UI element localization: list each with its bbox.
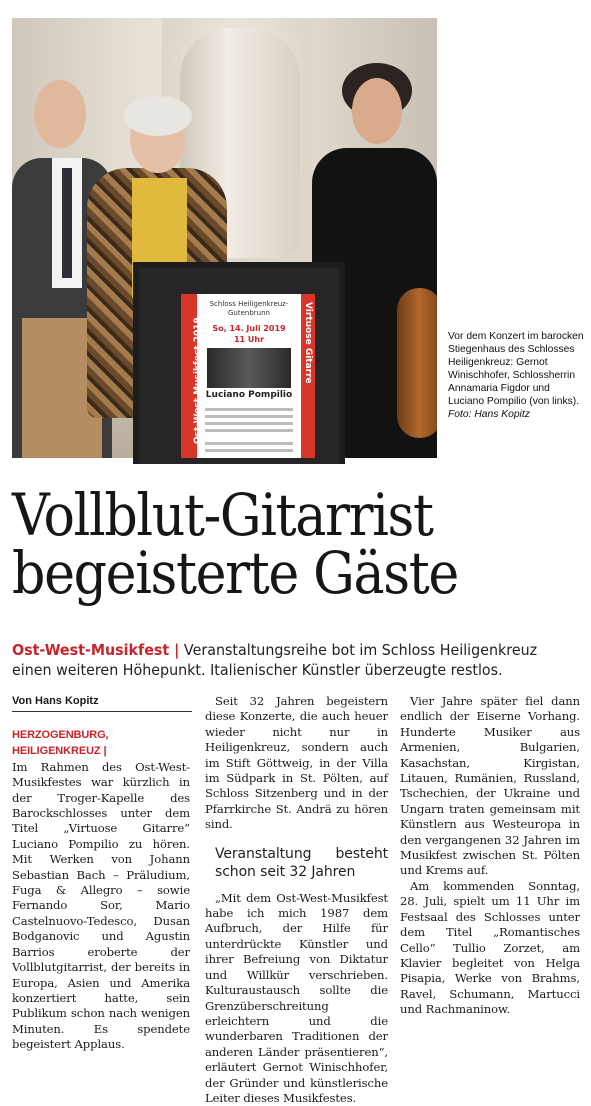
- paragraph-2: Seit 32 Jahren begeistern diese Konzerte, die auch heuer wieder nicht nur in Heiligenkreuz, sondern auch im Stift Göttweig, in der Villa im Südpark in St. Pölten, auf Schloss Sitzenberg und in der Pfarrkirche St. Andrä zu hören sind.: [205, 694, 388, 832]
- caption-credit: Foto: Hans Kopitz: [448, 409, 530, 420]
- headline-line-2: begeisterte Gäste: [12, 539, 458, 607]
- article-column-1: [12, 727, 190, 1053]
- person-right-head: [352, 78, 402, 144]
- paragraph-3: „Mit dem Ost-West-Musikfest habe ich mich 1987 dem Aufbruch, der Hilfe für unterdrückte Künstler und ihrer Befreiung von Diktatur und Willkür verschrieben. Kulturaustausch sollte die Grenzüberschreitung erleichtern und die wunderbaren Traditionen der anderen Länder präsentieren“, erläutert Gernot Winischhofer, der Gründer und künstlerische Leiter dieses Musikfestes.: [205, 890, 388, 1105]
- subheadline: [12, 640, 564, 680]
- poster-performer: Luciano Pompilio: [205, 390, 293, 400]
- article-column-3: [400, 694, 580, 1018]
- person-left-tie: [62, 168, 72, 278]
- poster-portrait: [207, 348, 291, 388]
- headline: [12, 481, 530, 607]
- poster-fineprint: [205, 449, 293, 452]
- person-left-head: [34, 80, 86, 148]
- byline: Von Hans Kopitz: [12, 695, 192, 712]
- headline-line-1: Vollblut-Gitarrist: [12, 481, 433, 549]
- poster-fineprint: [205, 442, 293, 445]
- poster-date: So, 14. Juli 2019: [212, 324, 286, 333]
- guitar: [397, 288, 437, 438]
- poster-side-left: Ost-West Musikfest 2019: [193, 317, 203, 444]
- paragraph-1: Im Rahmen des Ost-West-Musikfestes war kürzlich in der Troger-Kapelle des Barockschlosses unter dem Titel „Virtuose Gitarre“ Luciano Pompilio zu hören. Mit Werken von Johann Sebastian Bach – Präludium, Fuga & Allegro – sowie Fernando Sor, Mario Castelnuovo-Tedesco, Dusan Bodganovic und Agustin Barrios eroberte der Vollblutgitarrist, der bereits in Europa, Asien und Amerika konzertiert hatte, sein Publikum schon nach wenigen Minuten. Es spendete begeistert Applaus.: [12, 759, 190, 1052]
- paragraph-4: Vier Jahre später fiel dann endlich der Eiserne Vorhang. Hunderte Musiker aus Armenien, Bulgarien, Kasachstan, Kirgistan, Litauen, Rumänien, Russland, Tschechien, der Ukraine und Ungarn traten gemeinsam mit Künstlern aus Westeuropa in den vergangenen 32 Jahren im Musikfest zwischen St. Pölten und Krems auf.: [400, 694, 580, 878]
- paragraph-5: Am kommenden Sonntag, 28. Juli, spielt um 11 Uhr im Festsaal des Schlosses unter dem Titel „Romantisches Cello“ Tullio Zorzet, am Klavier begleitet von Helga Pisapia, Werke von Brahms, Ravel, Schumann, Martucci und Rachmaninow.: [400, 878, 580, 1017]
- photo-caption: [448, 330, 588, 421]
- article-subheading: Veranstaltung besteht schon seit 32 Jahren: [215, 845, 388, 880]
- concert-poster: [181, 294, 315, 458]
- poster-fineprint: [205, 415, 293, 418]
- poster-fineprint: [205, 429, 293, 432]
- subhead-line-1: Veranstaltungsreihe bot im Schloss Heiligenkreuz: [179, 641, 538, 659]
- poster-fineprint: [205, 422, 293, 425]
- poster-venue: Schloss Heiligenkreuz-Gutenbrunn: [209, 300, 289, 317]
- poster-side-right: Virtuose Gitarre: [303, 302, 313, 384]
- subhead-kicker: Ost-West-Musikfest |: [12, 641, 180, 659]
- person-middle-hair: [124, 96, 192, 136]
- poster-fineprint: [205, 408, 293, 411]
- poster-time: 11 Uhr: [233, 335, 265, 344]
- dateline: HERZOGENBURG, HEILIGENKREUZ |: [12, 729, 109, 758]
- article-column-2: [205, 694, 388, 1106]
- caption-text: Vor dem Konzert im barocken Stiegenhaus des Schlosses Heiligenkreuz: Gernot Winischhofer, Schlossherrin Annamaria Figdor und Luciano Pompilio (von links).: [448, 331, 584, 407]
- subhead-line-2: einen weiteren Höhepunkt. Italienischer Künstler überzeugte restlos.: [12, 661, 503, 679]
